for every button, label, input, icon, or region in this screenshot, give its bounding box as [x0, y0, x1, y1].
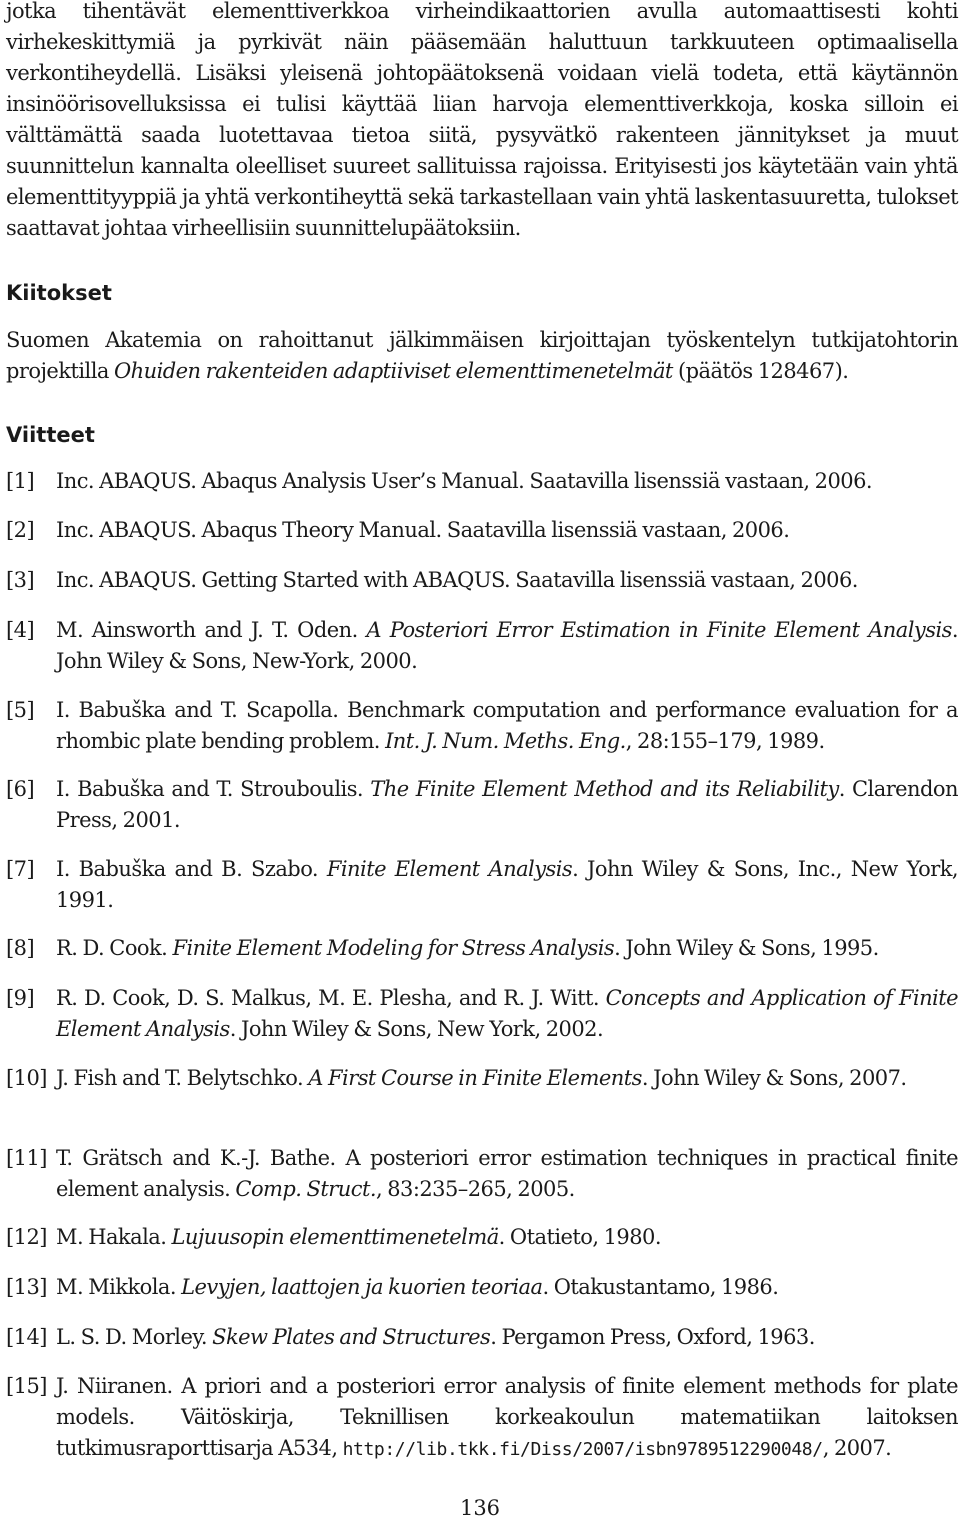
- reference-text: [56, 933, 958, 964]
- reference-segment: I. Babuška and T. Scapolla. Benchmark computation and performance evaluation for a rhombic plate bending problem.: [56, 698, 958, 753]
- reference-item: [6, 1222, 958, 1253]
- reference-title: Levyjen, laattojen ja kuorien teoriaa: [181, 1275, 543, 1299]
- reference-segment: , 2007.: [822, 1436, 892, 1460]
- reference-segment: . Otatieto, 1980.: [498, 1225, 661, 1249]
- reference-text: [56, 983, 958, 1045]
- reference-number: [2]: [6, 518, 35, 542]
- reference-number: [14]: [6, 1325, 47, 1349]
- reference-segment: . John Wiley & Sons, 2007.: [641, 1066, 907, 1090]
- reference-title: Finite Element Analysis: [326, 857, 573, 881]
- reference-segment: . John Wiley & Sons, New York, 2002.: [229, 1017, 604, 1041]
- reference-segment: J. Fish and T. Belytschko.: [56, 1066, 309, 1090]
- reference-segment: L. S. D. Morley.: [56, 1325, 213, 1349]
- reference-number: [12]: [6, 1225, 47, 1249]
- reference-item: [6, 515, 958, 546]
- reference-segment: R. D. Cook, D. S. Malkus, M. E. Plesha, and R. J. Witt.: [56, 986, 606, 1010]
- reference-title: Int. J. Num. Meths. Eng.: [385, 729, 626, 753]
- reference-segment: , 83:235–265, 2005.: [375, 1177, 575, 1201]
- reference-text: [56, 1063, 958, 1094]
- reference-text: [56, 565, 958, 596]
- reference-number: [11]: [6, 1146, 47, 1170]
- reference-number: [5]: [6, 698, 35, 722]
- reference-text: [56, 1322, 958, 1353]
- reference-item: [6, 615, 958, 677]
- reference-title: Concepts and Application of Finite Element Analysis: [56, 986, 958, 1041]
- ack-text-after: (päätös 128467).: [672, 359, 849, 383]
- reference-text: [56, 695, 958, 757]
- reference-item: [6, 933, 958, 964]
- reference-item: [6, 466, 958, 497]
- reference-title: Finite Element Modeling for Stress Analysis: [172, 936, 615, 960]
- reference-segment: Inc. ABAQUS. Getting Started with ABAQUS. Saatavilla lisenssiä vastaan, 2006.: [56, 568, 858, 592]
- reference-number: [10]: [6, 1066, 47, 1090]
- page-number: 136: [459, 1496, 501, 1520]
- reference-segment: M. Hakala.: [56, 1225, 172, 1249]
- reference-segment: J. Niiranen. A priori and a posteriori error analysis of finite element methods for plate models. Väitöskirja, Teknillisen korkeakoulun matematiikan laitoksen tutkimusraporttisarja A534,: [56, 1374, 958, 1460]
- reference-item: [6, 695, 958, 757]
- reference-text: [56, 774, 958, 836]
- reference-item: [6, 854, 958, 916]
- reference-segment: . Otakustantamo, 1986.: [542, 1275, 779, 1299]
- reference-item: [6, 983, 958, 1045]
- reference-number: [1]: [6, 469, 35, 493]
- reference-segment: . Pergamon Press, Oxford, 1963.: [490, 1325, 815, 1349]
- reference-text: [56, 1272, 958, 1303]
- reference-number: [13]: [6, 1275, 47, 1299]
- reference-title: The Finite Element Method and its Reliability: [370, 777, 839, 801]
- reference-text: [56, 515, 958, 546]
- reference-text: [56, 1371, 958, 1465]
- ack-project-title: Ohuiden rakenteiden adaptiiviset elementtimenetelmät: [113, 359, 673, 383]
- reference-title: A Posteriori Error Estimation in Finite Element Analysis: [366, 618, 952, 642]
- intro-paragraph: jotka tihentävät elementtiverkkoa virheindikaattorien avulla automaattisesti kohti virhekeskittymiä ja pyrkivät näin pääsemään haluttuun tarkkuuteen optimaalisella verkontiheydellä. Lisäksi yleisenä johtopäätoksenä voidaan vielä todeta, että käytännön insinöörisovelluksissa ei tulisi käyttää liian harvoja elementtiverkkoja, koska silloin ei välttämättä saada luotettavaa tietoa siitä, pysyvätkö rakenteen jännitykset ja muut suunnittelun kannalta oleelliset suureet sallituissa rajoissa. Erityisesti jos käytetään vain yhtä elementtityyppiä ja yhtä verkontiheyttä sekä tarkastellaan vain yhtä laskentasuuretta, tulokset saattavat johtaa virheellisiin suunnittelupäätoksiin.: [6, 0, 958, 240]
- reference-title: Skew Plates and Structures: [212, 1325, 491, 1349]
- reference-number: [7]: [6, 857, 35, 881]
- acknowledgements-heading: Kiitokset: [6, 281, 112, 305]
- reference-text: [56, 1143, 958, 1205]
- reference-segment: . John Wiley & Sons, 1995.: [614, 936, 879, 960]
- reference-item: [6, 1322, 958, 1353]
- reference-text: [56, 1222, 958, 1253]
- reference-segment: , 28:155–179, 1989.: [625, 729, 825, 753]
- reference-title: Comp. Struct.: [235, 1177, 376, 1201]
- reference-segment: R. D. Cook.: [56, 936, 173, 960]
- reference-number: [3]: [6, 568, 35, 592]
- reference-number: [9]: [6, 986, 35, 1010]
- reference-segment: I. Babuška and B. Szabo.: [56, 857, 327, 881]
- reference-text: [56, 466, 958, 497]
- reference-number: [8]: [6, 936, 35, 960]
- reference-segment: Inc. ABAQUS. Abaqus Theory Manual. Saatavilla lisenssiä vastaan, 2006.: [56, 518, 790, 542]
- reference-number: [6]: [6, 777, 35, 801]
- reference-item: [6, 1063, 958, 1094]
- reference-item: [6, 565, 958, 596]
- reference-item: [6, 1272, 958, 1303]
- reference-segment: M. Mikkola.: [56, 1275, 182, 1299]
- reference-text: [56, 854, 958, 916]
- ack-text-before: Suomen Akatemia on rahoittanut jälkimmäisen kirjoittajan työskentelyn tutkijatohtorin projektilla: [6, 328, 958, 383]
- acknowledgements-text: [6, 325, 958, 387]
- reference-segment: Inc. ABAQUS. Abaqus Analysis User’s Manual. Saatavilla lisenssiä vastaan, 2006.: [56, 469, 873, 493]
- reference-segment: . John Wiley & Sons, New-York, 2000.: [56, 618, 958, 673]
- reference-item: [6, 774, 958, 836]
- reference-text: [56, 615, 958, 677]
- references-heading: Viitteet: [6, 423, 95, 447]
- reference-segment: M. Ainsworth and J. T. Oden.: [56, 618, 367, 642]
- reference-segment: I. Babuška and T. Strouboulis.: [56, 777, 371, 801]
- reference-segment: . John Wiley & Sons, Inc., New York, 1991.: [56, 857, 959, 912]
- reference-number: [4]: [6, 618, 35, 642]
- reference-item: [6, 1371, 958, 1465]
- reference-number: [15]: [6, 1374, 47, 1398]
- reference-segment: T. Grätsch and K.-J. Bathe. A posteriori error estimation techniques in practical finite element analysis.: [56, 1146, 958, 1201]
- reference-title: Lujuusopin elementtimenetelmä: [171, 1225, 499, 1249]
- reference-item: [6, 1143, 958, 1205]
- reference-url[interactable]: http://lib.tkk.fi/Diss/2007/isbn9789512290048/: [342, 1439, 823, 1460]
- reference-segment: . Clarendon Press, 2001.: [56, 777, 958, 832]
- reference-title: A First Course in Finite Elements: [308, 1066, 642, 1090]
